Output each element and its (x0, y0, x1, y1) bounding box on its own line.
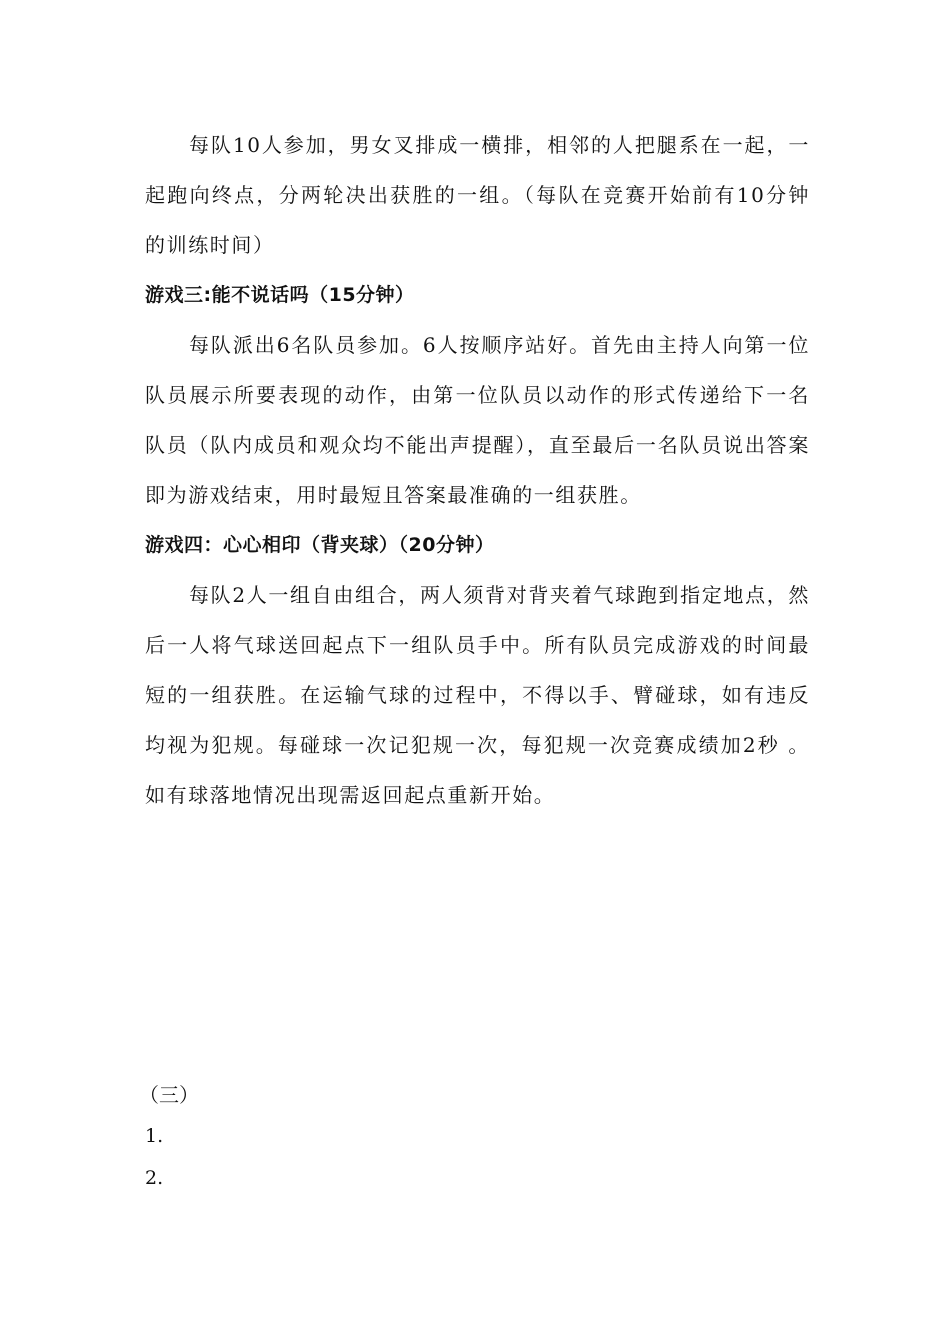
heading-game-four: 游戏四：心心相印（背夹球）（20分钟） (145, 534, 495, 556)
list-item-1: 1. (145, 1125, 164, 1147)
paragraph-team-race-rules: 每队10人参加，男女叉排成一横排，相邻的人把腿系在一起，一起跑向终点，分两轮决出获胜的一组。（每队在竞赛开始前有10分钟的训练时间） (145, 133, 810, 257)
section-three (139, 1075, 810, 1199)
section-title: （三） (139, 1083, 199, 1107)
paragraph-balloon-rules: 每队2人一组自由组合，两人须背对背夹着气球跑到指定地点，然后一人将气球送回起点下一组队员手中。所有队员完成游戏的时间最短的一组获胜。在运输气球的过程中，不得以手、臂碰球，如有违反均视为犯规。每碰球一次记犯规一次，每犯规一次竞赛成绩加2秒 。如有球落地情况出现需返回起点重新开始。 (145, 583, 810, 807)
document-body (145, 120, 810, 820)
heading-game-three: 游戏三:能不说话吗（15分钟） (145, 284, 415, 306)
list-item-2: 2. (145, 1167, 164, 1189)
paragraph-charades-rules: 每队派出6名队员参加。6人按顺序站好。首先由主持人向第一位队员展示所要表现的动作，由第一位队员以动作的形式传递给下一名队员（队内成员和观众均不能出声提醒），直至最后一名队员说出答案即为游戏结束，用时最短且答案最准确的一组获胜。 (145, 333, 810, 507)
